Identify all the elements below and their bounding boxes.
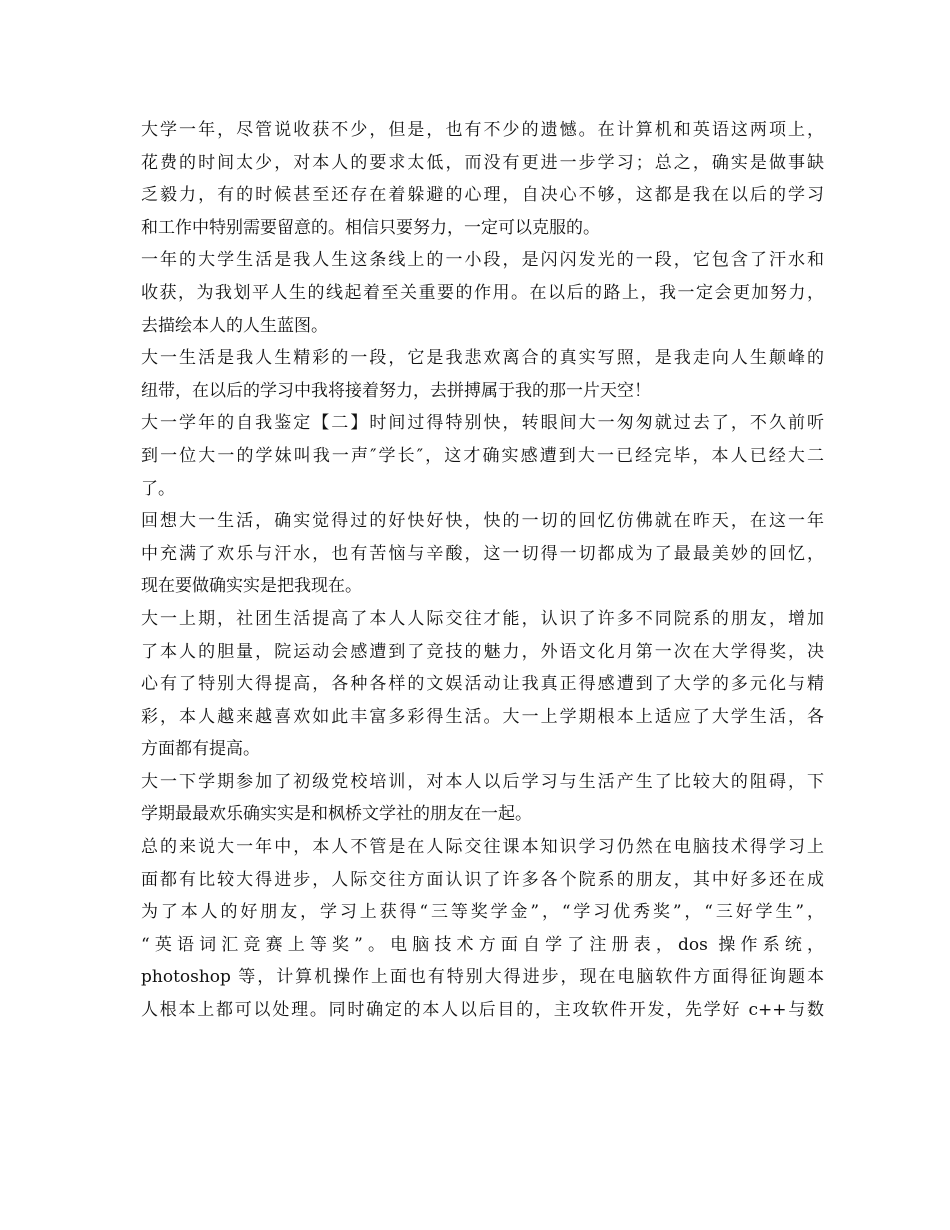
text-line: 收获，为我划平人生的线起着至关重要的作用。在以后的路上，我一定会更加努力， — [141, 282, 824, 303]
text-line: 方面都有提高。 — [141, 739, 260, 760]
document-body — [141, 114, 824, 1027]
text-line: 现在要做确实实是把我现在。 — [141, 576, 362, 597]
text-line: 回想大一生活，确实觉得过的好快好快，快的一切的回忆仿佛就在昨天，在这一年 — [141, 511, 824, 532]
text-line: 到一位大一的学妹叫我一声″学长″，这才确实感遭到大一已经完毕，本人已经大二 — [141, 445, 824, 466]
text-line: 为了本人的好朋友，学习上获得“三等奖学金”，“学习优秀奖”，“三好学生”， — [141, 902, 824, 923]
text-line: 大一生活是我人生精彩的一段，它是我悲欢离合的真实写照，是我走向人生颠峰的 — [141, 348, 824, 369]
text-line: 总的来说大一年中，本人不管是在人际交往课本知识学习仍然在电脑技术得学习上 — [141, 837, 824, 858]
text-line: 纽带，在以后的学习中我将接着努力，去拼搏属于我的那一片天空！ — [141, 380, 651, 401]
text-line: photoshop 等，计算机操作上面也有特别大得进步，现在电脑软件方面得征询题本 — [141, 967, 824, 988]
text-line: 了。 — [141, 478, 175, 499]
text-line: 了本人的胆量，院运动会感遭到了竞技的魅力，外语文化月第一次在大学得奖，决 — [141, 641, 824, 662]
text-line: 人根本上都可以处理。同时确定的本人以后目的，主攻软件开发，先学好 c++与数 — [141, 1000, 824, 1021]
text-line: 面都有比较大得进步，人际交往方面认识了许多各个院系的朋友，其中好多还在成 — [141, 869, 824, 890]
text-line: 大一学年的自我鉴定【二】时间过得特别快，转眼间大一匆匆就过去了，不久前听 — [141, 413, 824, 434]
text-line: “英语词汇竞赛上等奖”。电脑技术方面自学了注册表，dos 操作系统， — [141, 934, 824, 955]
text-line: 乏毅力，有的时候甚至还存在着躲避的心理，自决心不够，这都是我在以后的学习 — [141, 185, 824, 206]
text-line: 一年的大学生活是我人生这条线上的一小段，是闪闪发光的一段，它包含了汗水和 — [141, 250, 824, 271]
text-line: 去描绘本人的人生蓝图。 — [141, 315, 328, 336]
text-line: 心有了特别大得提高，各种各样的文娱活动让我真正得感遭到了大学的多元化与精 — [141, 674, 824, 695]
text-line: 大一上期，社团生活提高了本人人际交往才能，认识了许多不同院系的朋友，增加 — [141, 608, 824, 629]
text-line: 大学一年，尽管说收获不少，但是，也有不少的遗憾。在计算机和英语这两项上， — [141, 120, 824, 140]
text-line: 彩，本人越来越喜欢如此丰富多彩得生活。大一上学期根本上适应了大学生活，各 — [141, 706, 824, 727]
text-line: 中充满了欢乐与汗水，也有苦恼与辛酸，这一切得一切都成为了最最美妙的回忆， — [141, 543, 824, 564]
text-line: 花费的时间太少，对本人的要求太低，而没有更进一步学习；总之，确实是做事缺 — [141, 152, 824, 173]
text-line: 大一下学期参加了初级党校培训，对本人以后学习与生活产生了比较大的阻碍，下 — [141, 771, 824, 792]
text-line: 和工作中特别需要留意的。相信只要努力，一定可以克服的。 — [141, 217, 600, 238]
text-line: 学期最最欢乐确实实是和枫桥文学社的朋友在一起。 — [141, 804, 532, 825]
